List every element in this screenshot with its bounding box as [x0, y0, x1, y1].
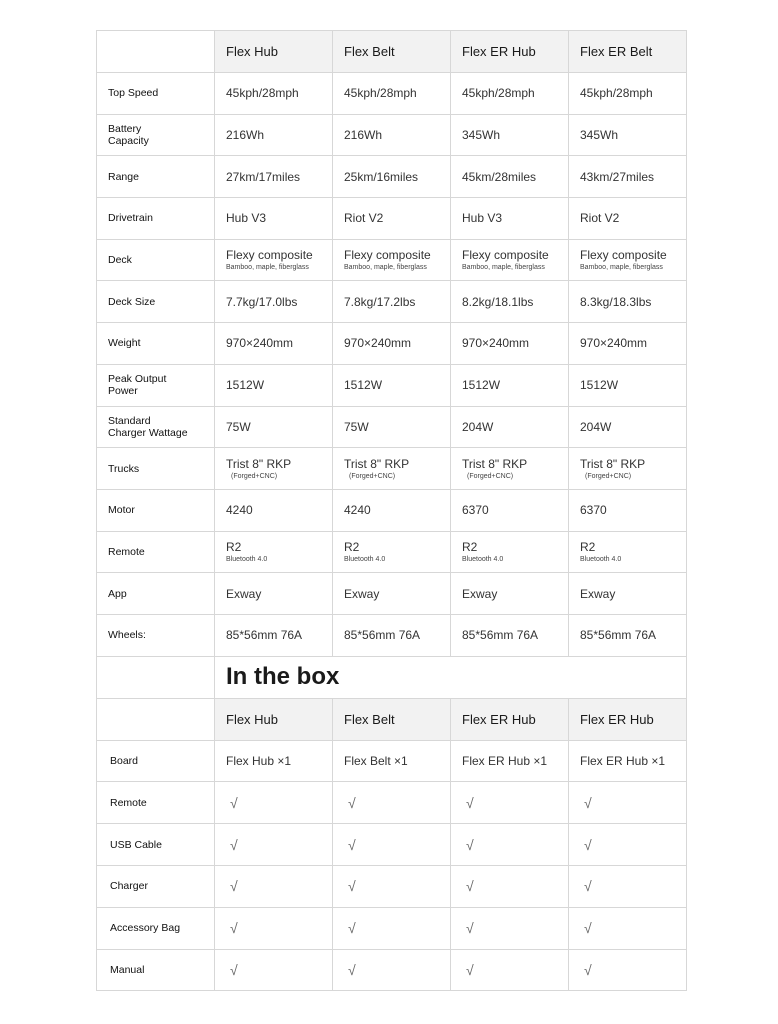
spec-value-cell — [333, 448, 451, 490]
check-mark-icon: √ — [569, 824, 687, 866]
spec-subvalue: Bamboo, maple, fiberglass — [580, 264, 663, 272]
row-label-line: Top Speed — [108, 87, 159, 100]
spec-value-cell — [451, 323, 569, 365]
column-header: Flex ER Belt — [569, 31, 687, 73]
spec-value: 1512W — [580, 378, 619, 393]
column-header: Flex Belt — [333, 698, 451, 740]
spec-value-cell — [215, 614, 333, 656]
spec-value: Trist 8" RKP — [462, 456, 528, 471]
spec-value-cell — [569, 531, 687, 573]
row-label — [97, 448, 215, 490]
box-row — [97, 949, 687, 991]
spec-value: 7.8kg/17.2lbs — [344, 294, 416, 309]
spec-value: Trist 8" RKP — [344, 456, 410, 471]
row-label-line: Remote — [108, 545, 145, 558]
spec-value: 85*56mm 76A — [580, 628, 657, 643]
spec-value: Flexy composite — [226, 248, 313, 263]
spec-value: 1512W — [226, 378, 265, 393]
spec-row — [97, 323, 687, 365]
spec-value-cell — [569, 323, 687, 365]
check-mark-icon: √ — [451, 907, 569, 949]
check-mark-icon: √ — [569, 949, 687, 991]
check-mark-icon: √ — [333, 907, 451, 949]
row-label-line: Deck Size — [108, 295, 156, 308]
row-label-line: Standard — [108, 414, 151, 427]
row-label: Accessory Bag — [97, 907, 215, 949]
spec-value-cell — [215, 156, 333, 198]
spec-row — [97, 114, 687, 156]
spec-subvalue: Bluetooth 4.0 — [344, 555, 386, 563]
spec-value: Trist 8" RKP — [580, 456, 646, 471]
spec-value-cell — [569, 156, 687, 198]
spec-subvalue: (Forged+CNC) — [231, 472, 278, 480]
column-header: Flex ER Hub — [451, 698, 569, 740]
spec-value-cell — [569, 448, 687, 490]
spec-value-cell — [451, 239, 569, 281]
spec-value: 1512W — [344, 378, 383, 393]
row-label — [97, 406, 215, 448]
spec-subvalue: Bamboo, maple, fiberglass — [462, 264, 545, 272]
spec-value-cell — [569, 489, 687, 531]
spec-value: 25km/16miles — [344, 169, 419, 184]
spec-value-cell — [333, 364, 451, 406]
spec-value-cell — [451, 364, 569, 406]
row-label — [97, 198, 215, 240]
spec-value-cell — [333, 614, 451, 656]
column-header: Flex ER Hub — [569, 698, 687, 740]
spec-row — [97, 614, 687, 656]
spec-subvalue: (Forged+CNC) — [585, 472, 632, 480]
spec-value-cell — [569, 198, 687, 240]
in-the-box-table-body — [97, 656, 687, 991]
row-label — [97, 489, 215, 531]
column-header: Flex ER Hub — [451, 31, 569, 73]
row-label-line: App — [108, 587, 127, 600]
spec-value-cell — [333, 406, 451, 448]
in-the-box-title-row — [97, 656, 687, 698]
spec-value-cell — [451, 573, 569, 615]
box-row — [97, 866, 687, 908]
row-label — [97, 73, 215, 115]
spec-value-cell — [569, 73, 687, 115]
spec-value: 85*56mm 76A — [226, 628, 303, 643]
row-label — [97, 531, 215, 573]
spec-row — [97, 364, 687, 406]
spec-value: Riot V2 — [580, 211, 620, 226]
spec-value: R2 — [580, 539, 596, 554]
row-label — [97, 323, 215, 365]
spec-value-cell — [215, 531, 333, 573]
column-header: Flex Hub — [215, 31, 333, 73]
spec-value: Flexy composite — [344, 248, 431, 263]
check-mark-icon: √ — [451, 824, 569, 866]
spec-value-cell — [569, 281, 687, 323]
spec-value: 45kph/28mph — [344, 86, 417, 101]
spec-comparison-table — [96, 30, 687, 991]
spec-value: 85*56mm 76A — [344, 628, 421, 643]
spec-value-cell — [333, 531, 451, 573]
row-label-line: Weight — [108, 337, 141, 350]
spec-row — [97, 573, 687, 615]
spec-value-cell — [333, 114, 451, 156]
spec-value: R2 — [462, 539, 478, 554]
spec-value: Riot V2 — [344, 211, 384, 226]
spec-value-cell — [215, 281, 333, 323]
row-label: Charger — [97, 866, 215, 908]
title-corner-cell — [97, 656, 215, 698]
spec-value: 75W — [344, 419, 369, 434]
spec-value: 45kph/28mph — [226, 86, 299, 101]
row-label — [97, 239, 215, 281]
row-label: Manual — [97, 949, 215, 991]
spec-value: 8.2kg/18.1lbs — [462, 294, 534, 309]
spec-value: Hub V3 — [226, 211, 267, 226]
spec-table-body — [97, 31, 687, 657]
spec-value-cell — [333, 573, 451, 615]
spec-subvalue: (Forged+CNC) — [349, 472, 396, 480]
spec-value: 8.3kg/18.3lbs — [580, 294, 652, 309]
spec-value: R2 — [344, 539, 360, 554]
spec-value-cell — [451, 198, 569, 240]
spec-row — [97, 73, 687, 115]
row-label — [97, 614, 215, 656]
row-label-line: Capacity — [108, 135, 149, 148]
spec-value: 216Wh — [226, 128, 265, 143]
row-label-line: Range — [108, 170, 139, 183]
row-label-line: Power — [108, 385, 138, 398]
spec-subvalue: Bluetooth 4.0 — [226, 555, 268, 563]
spec-value-cell — [451, 614, 569, 656]
spec-value-cell — [333, 239, 451, 281]
box-row — [97, 907, 687, 949]
spec-value-cell — [215, 239, 333, 281]
spec-value: Trist 8" RKP — [226, 456, 292, 471]
check-mark-icon: √ — [451, 949, 569, 991]
check-mark-icon: √ — [215, 907, 333, 949]
row-label-line: Charger Wattage — [108, 426, 188, 439]
spec-value-cell — [451, 156, 569, 198]
column-header: Flex Belt — [333, 31, 451, 73]
header-corner-cell — [97, 698, 215, 740]
spec-value-cell — [333, 156, 451, 198]
spec-value: 7.7kg/17.0lbs — [226, 294, 298, 309]
spec-value: 345Wh — [580, 128, 619, 143]
check-mark-icon: √ — [333, 824, 451, 866]
row-label-line: Wheels: — [108, 629, 146, 642]
check-mark-icon: √ — [569, 866, 687, 908]
spec-value-cell — [451, 73, 569, 115]
spec-value: 85*56mm 76A — [462, 628, 539, 643]
spec-value-cell — [333, 489, 451, 531]
box-value-cell: Flex ER Hub ×1 — [569, 740, 687, 782]
spec-value-cell — [215, 198, 333, 240]
spec-row — [97, 281, 687, 323]
spec-header-row — [97, 31, 687, 73]
spec-value-cell — [569, 614, 687, 656]
spec-value: Exway — [462, 586, 498, 601]
check-mark-icon: √ — [215, 782, 333, 824]
row-label-line: Deck — [108, 254, 132, 267]
row-label: Remote — [97, 782, 215, 824]
spec-row — [97, 156, 687, 198]
row-label-line: Peak Output — [108, 373, 167, 386]
spec-value: Exway — [580, 586, 616, 601]
row-label — [97, 281, 215, 323]
row-label-line: Motor — [108, 504, 135, 517]
spec-row — [97, 448, 687, 490]
check-mark-icon: √ — [451, 782, 569, 824]
check-mark-icon: √ — [451, 866, 569, 908]
header-corner-cell — [97, 31, 215, 73]
spec-value-cell — [333, 198, 451, 240]
spec-value: 970×240mm — [226, 336, 294, 351]
spec-value-cell — [451, 489, 569, 531]
row-label — [97, 156, 215, 198]
spec-value-cell — [215, 364, 333, 406]
spec-subvalue: Bamboo, maple, fiberglass — [344, 264, 427, 272]
spec-value: 204W — [462, 419, 494, 434]
spec-value-cell — [451, 406, 569, 448]
spec-value-cell — [215, 489, 333, 531]
spec-value-cell — [451, 531, 569, 573]
check-mark-icon: √ — [215, 949, 333, 991]
check-mark-icon: √ — [569, 907, 687, 949]
spec-value-cell — [569, 114, 687, 156]
spec-subvalue: Bamboo, maple, fiberglass — [226, 264, 309, 272]
box-value-cell: Flex ER Hub ×1 — [451, 740, 569, 782]
check-mark-icon: √ — [215, 866, 333, 908]
spec-value-cell — [333, 73, 451, 115]
spec-row — [97, 239, 687, 281]
spec-value: 27km/17miles — [226, 169, 301, 184]
check-mark-icon: √ — [569, 782, 687, 824]
spec-value: 43km/27miles — [580, 169, 655, 184]
box-row — [97, 782, 687, 824]
spec-value: 345Wh — [462, 128, 501, 143]
spec-value-cell — [569, 406, 687, 448]
spec-value-cell — [215, 114, 333, 156]
spec-row — [97, 198, 687, 240]
spec-value: Hub V3 — [462, 211, 503, 226]
check-mark-icon: √ — [333, 866, 451, 908]
spec-value: 75W — [226, 419, 251, 434]
spec-value-cell — [215, 406, 333, 448]
spec-row — [97, 489, 687, 531]
spec-value-cell — [569, 239, 687, 281]
spec-value-cell — [451, 114, 569, 156]
spec-value: Flexy composite — [462, 248, 549, 263]
box-value-cell: Flex Hub ×1 — [215, 740, 333, 782]
spec-value: 204W — [580, 419, 612, 434]
row-label — [97, 364, 215, 406]
spec-value-cell — [333, 323, 451, 365]
spec-value-cell — [215, 323, 333, 365]
check-mark-icon: √ — [215, 824, 333, 866]
row-label-line: Trucks — [108, 462, 140, 475]
check-mark-icon: √ — [333, 782, 451, 824]
row-label: USB Cable — [97, 824, 215, 866]
box-value-cell: Flex Belt ×1 — [333, 740, 451, 782]
box-row — [97, 824, 687, 866]
spec-value-cell — [333, 281, 451, 323]
spec-value: 6370 — [580, 503, 607, 518]
spec-value-cell — [451, 448, 569, 490]
spec-value: Exway — [344, 586, 380, 601]
row-label — [97, 114, 215, 156]
spec-value: 970×240mm — [462, 336, 530, 351]
spec-value: 45km/28miles — [462, 169, 537, 184]
spec-value: 1512W — [462, 378, 501, 393]
column-header: Flex Hub — [215, 698, 333, 740]
spec-value: 970×240mm — [344, 336, 412, 351]
box-row — [97, 740, 687, 782]
spec-value: 45kph/28mph — [462, 86, 535, 101]
spec-subvalue: (Forged+CNC) — [467, 472, 514, 480]
check-mark-icon: √ — [333, 949, 451, 991]
row-label-line: Drivetrain — [108, 212, 153, 225]
section-title: In the box — [215, 656, 687, 698]
row-label-line: Battery — [108, 123, 142, 136]
spec-value: R2 — [226, 539, 242, 554]
spec-subvalue: Bluetooth 4.0 — [580, 555, 622, 563]
spec-value-cell — [569, 573, 687, 615]
row-label — [97, 573, 215, 615]
row-label: Board — [97, 740, 215, 782]
spec-value: Exway — [226, 586, 262, 601]
spec-value: 4240 — [344, 503, 371, 518]
spec-value-cell — [215, 573, 333, 615]
spec-value: 970×240mm — [580, 336, 648, 351]
spec-value-cell — [215, 73, 333, 115]
spec-value: 216Wh — [344, 128, 383, 143]
spec-value-cell — [215, 448, 333, 490]
spec-value-cell — [451, 281, 569, 323]
spec-value: 4240 — [226, 503, 253, 518]
spec-row — [97, 406, 687, 448]
spec-row — [97, 531, 687, 573]
spec-value: 6370 — [462, 503, 489, 518]
spec-subvalue: Bluetooth 4.0 — [462, 555, 504, 563]
box-header-row — [97, 698, 687, 740]
spec-value-cell — [569, 364, 687, 406]
spec-value: 45kph/28mph — [580, 86, 653, 101]
spec-value: Flexy composite — [580, 248, 667, 263]
